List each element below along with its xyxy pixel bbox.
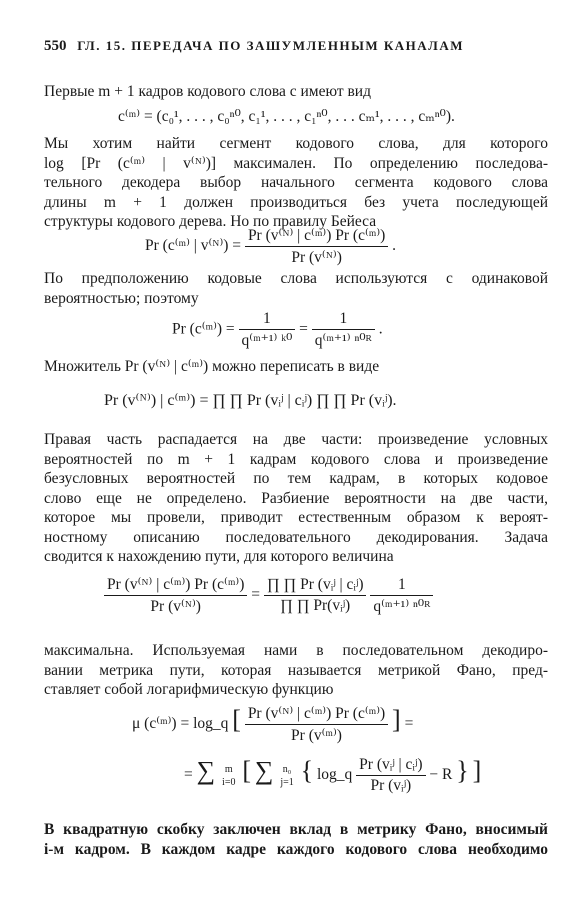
fraction [356, 756, 425, 795]
text-line: тельного декодера выбор начального сегмента кодового слова [44, 174, 548, 191]
brace-open: { [300, 756, 314, 786]
text-line: Первые m + 1 кадров кодового слова c имеют вид [44, 83, 371, 100]
paragraph-contribution [44, 820, 548, 859]
eq-equals: = [251, 586, 260, 604]
paragraph-fano [44, 641, 548, 700]
eq-tail: − R [429, 766, 453, 784]
text-line: Правая часть распадается на две части: произведение условных [44, 431, 548, 448]
eq-tail: . [378, 320, 383, 338]
text-line: длины m + 1 должен производиться без учета последующей [44, 193, 548, 211]
text-line: вании метрика пути, которая называется метрикой Фано, пред- [44, 661, 548, 679]
limit-bottom: j=1 [280, 776, 294, 788]
brace-close: } [456, 756, 469, 786]
equation-fano-sum [184, 756, 481, 795]
text-line: i-м кадром. В каждом кадре каждого кодового слова необходимо [44, 840, 548, 858]
eq-tail: . [392, 237, 397, 255]
eq-tail: = [404, 715, 414, 733]
fraction [239, 310, 296, 350]
denominator: q⁽ᵐ⁺¹⁾ ᵏ⁰ [241, 332, 293, 349]
equation-fano-metric [132, 704, 413, 745]
text-line: log [Pr (c⁽ᵐ⁾ | v⁽ᴺ⁾)] максимален. По определению последова- [44, 154, 548, 172]
equation-prior [172, 310, 383, 350]
denominator: q⁽ᵐ⁺¹⁾ ⁿ⁰ᴿ [314, 332, 372, 349]
text-line: которое мы провели, приводит естественным образом к вероят- [44, 509, 548, 526]
bracket-open: [ [232, 705, 241, 735]
text-line: По предположению кодовые слова используются с одинаковой [44, 270, 548, 287]
text-line: структуры кодового дерева. Но по правилу Бейеса [44, 213, 377, 230]
equation-path-quantity [104, 575, 433, 616]
page-number: 550 [44, 38, 67, 54]
limit-top: n₀ [282, 763, 292, 775]
numerator: Pr (v⁽ᴺ⁾ | c⁽ᵐ⁾) Pr (c⁽ᵐ⁾) [245, 704, 388, 725]
numerator: Pr (vᵢʲ | cᵢʲ) [356, 756, 425, 776]
eq-equals: = [299, 320, 308, 338]
fraction [245, 226, 388, 267]
text-line: сводится к нахождению пути, для которого величина [44, 548, 394, 565]
fraction [245, 704, 388, 745]
denominator: Pr (v⁽ᵐ⁾) [291, 727, 342, 744]
fraction [264, 576, 367, 615]
denominator: Pr (vᵢʲ) [370, 777, 412, 794]
eq-lhs: Pr (c⁽ᵐ⁾ | v⁽ᴺ⁾) = [145, 237, 242, 255]
text-line: В квадратную скобку заключен вклад в метрику Фано, вносимый [44, 821, 548, 838]
sum-limits [277, 764, 296, 788]
log-symbol: log_q [316, 766, 353, 784]
text-line: максимальна. Используемая нами в последовательном декодиро- [44, 642, 548, 659]
paragraph-split [44, 430, 548, 567]
bracket-close: ] [472, 756, 482, 786]
eq-lhs: Pr (c⁽ᵐ⁾) = [172, 320, 235, 338]
text-line: вероятностей по m + 1 кадрам кодового слова и произведение [44, 450, 548, 468]
numerator: ∏ ∏ Pr (vᵢʲ | cᵢʲ) [264, 576, 367, 596]
fraction [104, 575, 247, 616]
sum-symbol: ∑ [196, 756, 216, 786]
eq-equals: = [184, 766, 193, 784]
text-line: Мы хотим найти сегмент кодового слова, для которого [44, 135, 548, 152]
numerator: Pr (v⁽ᴺ⁾ | c⁽ᵐ⁾) Pr (c⁽ᵐ⁾) [245, 226, 388, 247]
paragraph-segment [44, 134, 548, 232]
numerator: 1 [312, 310, 375, 330]
equation-codeword: c⁽ᵐ⁾ = (c₀¹, . . . , c₀ⁿ⁰, c₁¹, . . . , c₁ⁿ⁰, . . . cₘ¹, . . . , cₘⁿ⁰). [118, 108, 455, 125]
paragraph-equiprobable [44, 269, 548, 308]
text-line: ностному описанию последовательного декодирования. Задача [44, 528, 548, 546]
limit-bottom: i=0 [222, 776, 236, 788]
text-line: безусловных вероятностей по тем кадрам, в которых кодовое [44, 470, 548, 487]
denominator: Pr (v⁽ᴺ⁾) [291, 249, 342, 266]
denominator: q⁽ᵐ⁺¹⁾ ⁿ⁰ᴿ [373, 597, 431, 615]
paragraph-intro [44, 82, 548, 102]
fraction [312, 310, 375, 350]
numerator: Pr (v⁽ᴺ⁾ | c⁽ᵐ⁾) Pr (c⁽ᵐ⁾) [104, 575, 247, 596]
bracket-close: ] [392, 705, 401, 735]
paragraph-factor [44, 357, 548, 377]
text-line: ставляет собой логарифмическую функцию [44, 681, 334, 698]
running-title: ГЛ. 15. ПЕРЕДАЧА ПО ЗАШУМЛЕННЫМ КАНАЛАМ [77, 38, 465, 53]
running-header [44, 38, 464, 55]
numerator: 1 [239, 310, 296, 330]
text-line: Множитель Pr (v⁽ᴺ⁾ | c⁽ᵐ⁾) можно переписать в виде [44, 358, 380, 375]
bracket-open: [ [242, 756, 252, 786]
eq-lhs: μ (c⁽ᵐ⁾) = log_q [132, 715, 229, 733]
fraction [370, 576, 433, 616]
denominator: Pr (v⁽ᴺ⁾) [150, 598, 201, 615]
text-line: вероятностью; поэтому [44, 289, 199, 307]
equation-bayes [145, 226, 396, 267]
equation-likelihood: Pr (v⁽ᴺ⁾) | c⁽ᵐ⁾) = ∏ ∏ Pr (vᵢʲ | cᵢʲ) ∏ ∏ Pr (vᵢʲ). [104, 392, 397, 409]
text-line: слово еще не определено. Разбиение вероятности на две части, [44, 489, 548, 507]
sum-limits [219, 764, 238, 788]
sum-symbol: ∑ [254, 756, 274, 786]
numerator: 1 [370, 576, 433, 596]
limit-top: m [224, 763, 233, 775]
denominator: ∏ ∏ Pr(vᵢʲ) [280, 597, 351, 614]
